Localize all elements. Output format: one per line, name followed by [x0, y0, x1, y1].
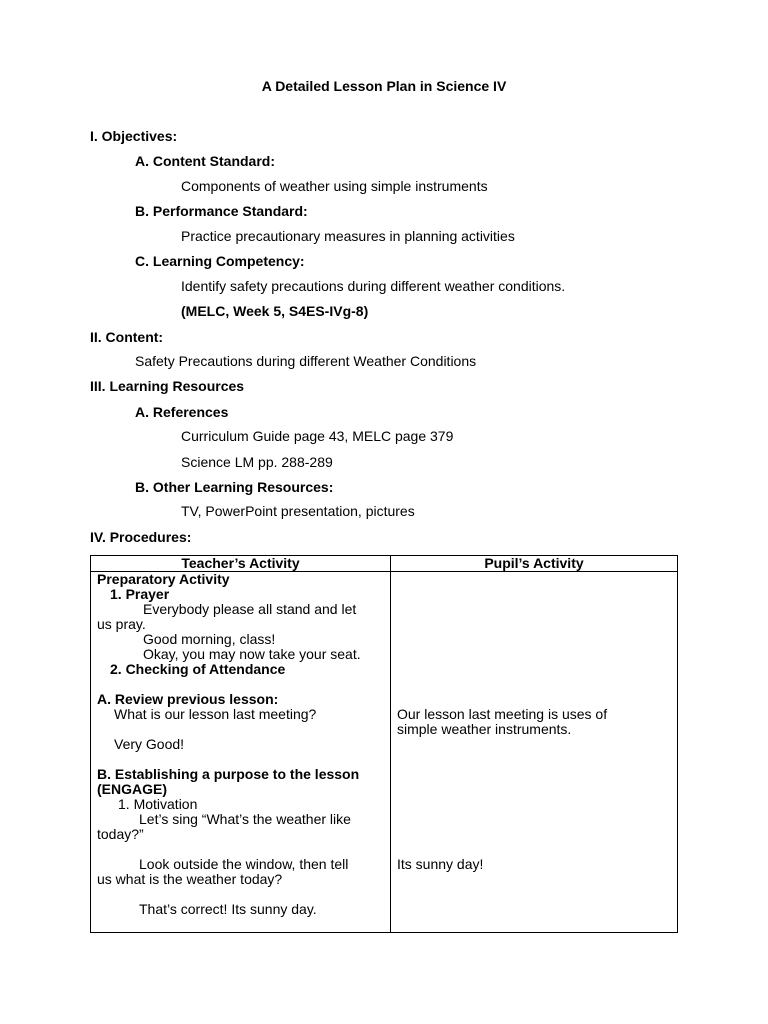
spacer — [397, 782, 677, 797]
praise: Very Good! — [114, 736, 185, 752]
motivation-label: 1. Motivation — [118, 796, 198, 812]
purpose-line-2: (ENGAGE) — [97, 781, 167, 797]
pupil-answer-line-1: Our lesson last meeting is uses of — [397, 706, 608, 722]
seat-instruction: Okay, you may now take your seat. — [143, 646, 361, 662]
spacer — [97, 842, 390, 857]
correct-response: That’s correct! Its sunny day. — [139, 901, 317, 917]
spacer — [397, 632, 677, 647]
pupil-answer-line-2: simple weather instruments. — [397, 721, 572, 737]
spacer — [397, 677, 677, 692]
spacer — [397, 752, 677, 767]
greeting: Good morning, class! — [143, 631, 276, 647]
teacher-activity-cell — [91, 572, 391, 933]
resources-heading: III. Learning Resources — [90, 378, 245, 394]
sing-line-1: Let’s sing “What’s the weather like — [139, 811, 351, 827]
preparatory-activity: Preparatory Activity — [97, 571, 230, 587]
reference-2: Science LM pp. 288-289 — [181, 454, 333, 470]
performance-standard-label: B. Performance Standard: — [135, 203, 308, 219]
content-heading: II. Content: — [90, 329, 164, 345]
spacer — [97, 722, 390, 737]
learning-competency-label: C. Learning Competency: — [135, 253, 305, 269]
look-line-1: Look outside the window, then tell — [139, 856, 349, 872]
spacer — [397, 587, 677, 602]
pupil-sunny-answer: Its sunny day! — [397, 856, 484, 872]
sing-line-2: today?” — [97, 826, 144, 842]
melc-code: (MELC, Week 5, S4ES-IVg-8) — [181, 303, 369, 319]
prayer-label: 1. Prayer — [110, 586, 170, 602]
spacer — [397, 827, 677, 842]
content-text: Safety Precautions during different Weather Conditions — [135, 353, 477, 369]
pupil-activity-cell — [391, 572, 678, 933]
spacer — [397, 602, 677, 617]
table-header-row — [91, 556, 678, 572]
procedures-table — [90, 555, 678, 933]
spacer — [397, 647, 677, 662]
table-row — [91, 572, 678, 933]
document-title: A Detailed Lesson Plan in Science IV — [261, 78, 507, 94]
procedures-heading: IV. Procedures: — [90, 529, 192, 545]
other-resources-text: TV, PowerPoint presentation, pictures — [181, 503, 415, 519]
spacer — [397, 812, 677, 827]
prayer-line-1: Everybody please all stand and let — [143, 601, 357, 617]
other-resources-label: B. Other Learning Resources: — [135, 479, 334, 495]
references-label: A. References — [135, 404, 229, 420]
spacer — [397, 797, 677, 812]
spacer — [397, 842, 677, 857]
spacer — [397, 767, 677, 782]
spacer — [397, 662, 677, 677]
spacer — [397, 692, 677, 707]
purpose-line-1: B. Establishing a purpose to the lesson — [97, 766, 360, 782]
spacer — [397, 617, 677, 632]
content-standard-label: A. Content Standard: — [135, 153, 275, 169]
performance-standard-text: Practice precautionary measures in planning activities — [181, 228, 515, 244]
look-line-2: us what is the weather today? — [97, 871, 283, 887]
content-standard-text: Components of weather using simple instruments — [181, 178, 488, 194]
review-label: A. Review previous lesson: — [97, 691, 279, 707]
prayer-line-2: us pray. — [97, 616, 146, 632]
spacer — [97, 677, 390, 692]
teacher-activity-header: Teacher’s Activity — [91, 556, 391, 572]
spacer — [97, 752, 390, 767]
reference-1: Curriculum Guide page 43, MELC page 379 — [181, 428, 454, 444]
review-question: What is our lesson last meeting? — [114, 706, 317, 722]
learning-competency-text: Identify safety precautions during different weather conditions. — [181, 278, 566, 294]
attendance-label: 2. Checking of Attendance — [110, 661, 286, 677]
spacer — [97, 887, 390, 902]
spacer — [397, 572, 677, 587]
pupil-activity-header: Pupil’s Activity — [391, 556, 678, 572]
objectives-heading: I. Objectives: — [90, 128, 178, 144]
spacer — [397, 737, 677, 752]
